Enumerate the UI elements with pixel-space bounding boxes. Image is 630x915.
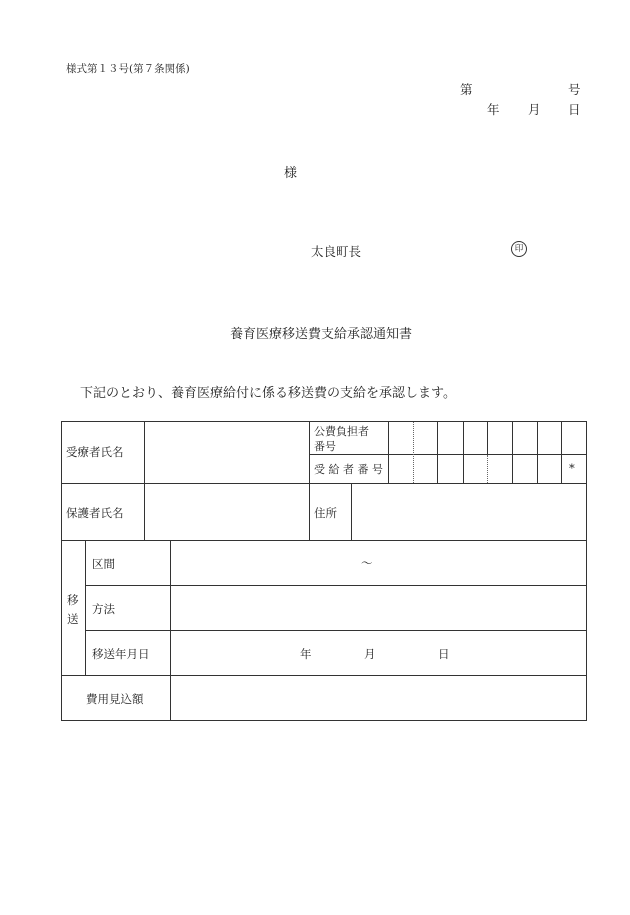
section-label: 区間 <box>92 557 115 571</box>
issuer-title: 太良町長 <box>311 244 362 259</box>
document-title: 養育医療移送費支給承認通知書 <box>230 327 413 342</box>
transport-group-label-char2: 送 <box>67 612 79 626</box>
issue-number-prefix: 第 <box>460 82 473 97</box>
guardian-name-label: 保護者氏名 <box>66 506 124 520</box>
check-mark: * <box>569 461 575 475</box>
issue-number-suffix: 号 <box>568 82 581 97</box>
addressee-honorific: 様 <box>284 166 298 181</box>
transport-group-label-char1: 移 <box>67 593 79 607</box>
form-number: 様式第１３号(第７条関係) <box>66 63 190 75</box>
estimated-cost-label: 費用見込額 <box>86 692 144 706</box>
address-label: 住所 <box>314 506 337 520</box>
issue-date-day-label: 日 <box>568 102 581 117</box>
public-payer-label-line2: 番号 <box>314 440 336 453</box>
seal-mark: 印 <box>511 241 527 257</box>
method-label: 方法 <box>92 602 115 616</box>
transport-date-month-label: 月 <box>364 647 376 661</box>
recipient-name-label: 受療者氏名 <box>66 445 124 459</box>
transport-date-label: 移送年月日 <box>92 647 150 661</box>
section-range-mark: ～ <box>361 556 373 570</box>
public-payer-label-line1: 公費負担者 <box>314 425 369 438</box>
beneficiary-number-label: 受 給 者 番 号 <box>314 463 383 476</box>
issue-date-month-label: 月 <box>528 102 541 117</box>
issue-date-year-label: 年 <box>487 102 500 117</box>
document-body: 下記のとおり、養育医療給付に係る移送費の支給を承認します。 <box>80 386 456 401</box>
transport-date-year-label: 年 <box>300 647 312 661</box>
transport-date-day-label: 日 <box>438 647 450 661</box>
